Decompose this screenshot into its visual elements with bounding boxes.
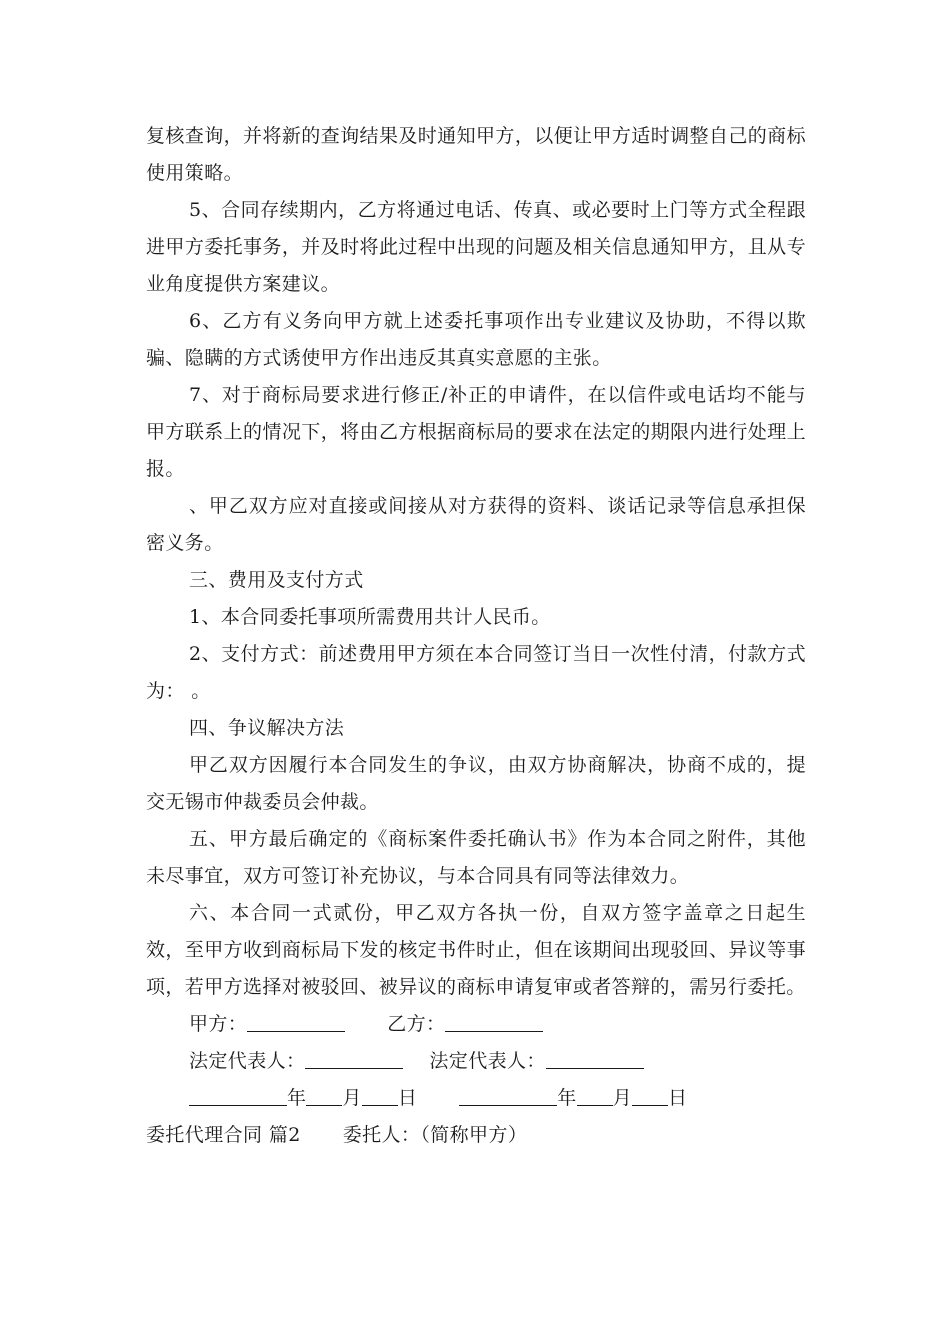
party-b-label: 乙方： <box>387 1013 446 1035</box>
contract-paragraph: 六、本合同一式贰份，甲乙双方各执一份，自双方签字盖章之日起生效，至甲方收到商标局下发的核定书件时止，但在该期间出现驳回、异议等事项，若甲方选择对被驳回、被异议的商标申请复审或者答辩的，需另行委托。 <box>146 902 806 998</box>
date-b-day-label: 日 <box>668 1087 688 1109</box>
contract-paragraph: 复核查询，并将新的查询结果及时通知甲方，以便让甲方适时调整自己的商标使用策略。 <box>146 125 806 184</box>
date-b-year-blank[interactable] <box>459 1083 557 1106</box>
date-a-month-blank[interactable] <box>306 1083 342 1106</box>
date-b-year-label: 年 <box>557 1087 577 1109</box>
date-a-month-label: 月 <box>342 1087 362 1109</box>
contract-paragraph: 、甲乙双方应对直接或间接从对方获得的资料、谈话记录等信息承担保密义务。 <box>146 495 806 554</box>
party-b-blank[interactable] <box>445 1009 543 1032</box>
next-contract-header <box>146 1117 806 1154</box>
contract-paragraph: 1、本合同委托事项所需费用共计人民币。 <box>189 606 551 628</box>
date-a-day-label: 日 <box>397 1087 418 1109</box>
date-b-month-label: 月 <box>612 1087 633 1109</box>
next-contract-title: 委托代理合同 篇2 <box>146 1124 301 1146</box>
representative-signature-row <box>146 1043 806 1080</box>
contract-paragraph: 五、甲方最后确定的《商标案件委托确认书》作为本合同之附件，其他未尽事宜，双方可签订补充协议，与本合同具有同等法律效力。 <box>146 828 806 887</box>
contract-paragraph: 6、乙方有义务向甲方就上述委托事项作出专业建议及协助，不得以欺骗、隐瞒的方式诱使甲方作出违反其真实意愿的主张。 <box>146 310 806 369</box>
date-a-year-blank[interactable] <box>189 1083 287 1106</box>
contract-body <box>146 118 806 1154</box>
rep-b-blank[interactable] <box>546 1046 644 1069</box>
date-b-day-blank[interactable] <box>632 1083 668 1106</box>
contract-paragraph: 2、支付方式：前述费用甲方须在本合同签订当日一次性付清，付款方式为： 。 <box>146 643 806 702</box>
rep-a-blank[interactable] <box>305 1046 403 1069</box>
date-row <box>146 1080 806 1117</box>
contract-paragraph: 7、对于商标局要求进行修正/补正的申请件，在以信件或电话均不能与甲方联系上的情况下，将由乙方根据商标局的要求在法定的期限内进行处理上报。 <box>146 384 806 480</box>
rep-a-label: 法定代表人： <box>189 1050 306 1072</box>
contract-paragraph: 四、争议解决方法 <box>189 717 345 739</box>
paragraph-list <box>146 118 806 1006</box>
contract-paragraph: 5、合同存续期内，乙方将通过电话、传真、或必要时上门等方式全程跟进甲方委托事务，并及时将此过程中出现的问题及相关信息通知甲方，且从专业角度提供方案建议。 <box>146 199 806 295</box>
rep-b-label: 法定代表人： <box>429 1050 546 1072</box>
contract-paragraph: 三、费用及支付方式 <box>189 569 364 591</box>
date-a-day-blank[interactable] <box>362 1083 398 1106</box>
client-label: 委托人：（简称甲方） <box>342 1124 528 1146</box>
date-b-month-blank[interactable] <box>577 1083 613 1106</box>
date-a-year-label: 年 <box>287 1087 307 1109</box>
contract-paragraph: 甲乙双方因履行本合同发生的争议，由双方协商解决，协商不成的，提交无锡市仲裁委员会仲裁。 <box>146 754 806 813</box>
party-signature-row <box>146 1006 806 1043</box>
party-a-label: 甲方： <box>189 1013 248 1035</box>
party-a-blank[interactable] <box>247 1009 345 1032</box>
